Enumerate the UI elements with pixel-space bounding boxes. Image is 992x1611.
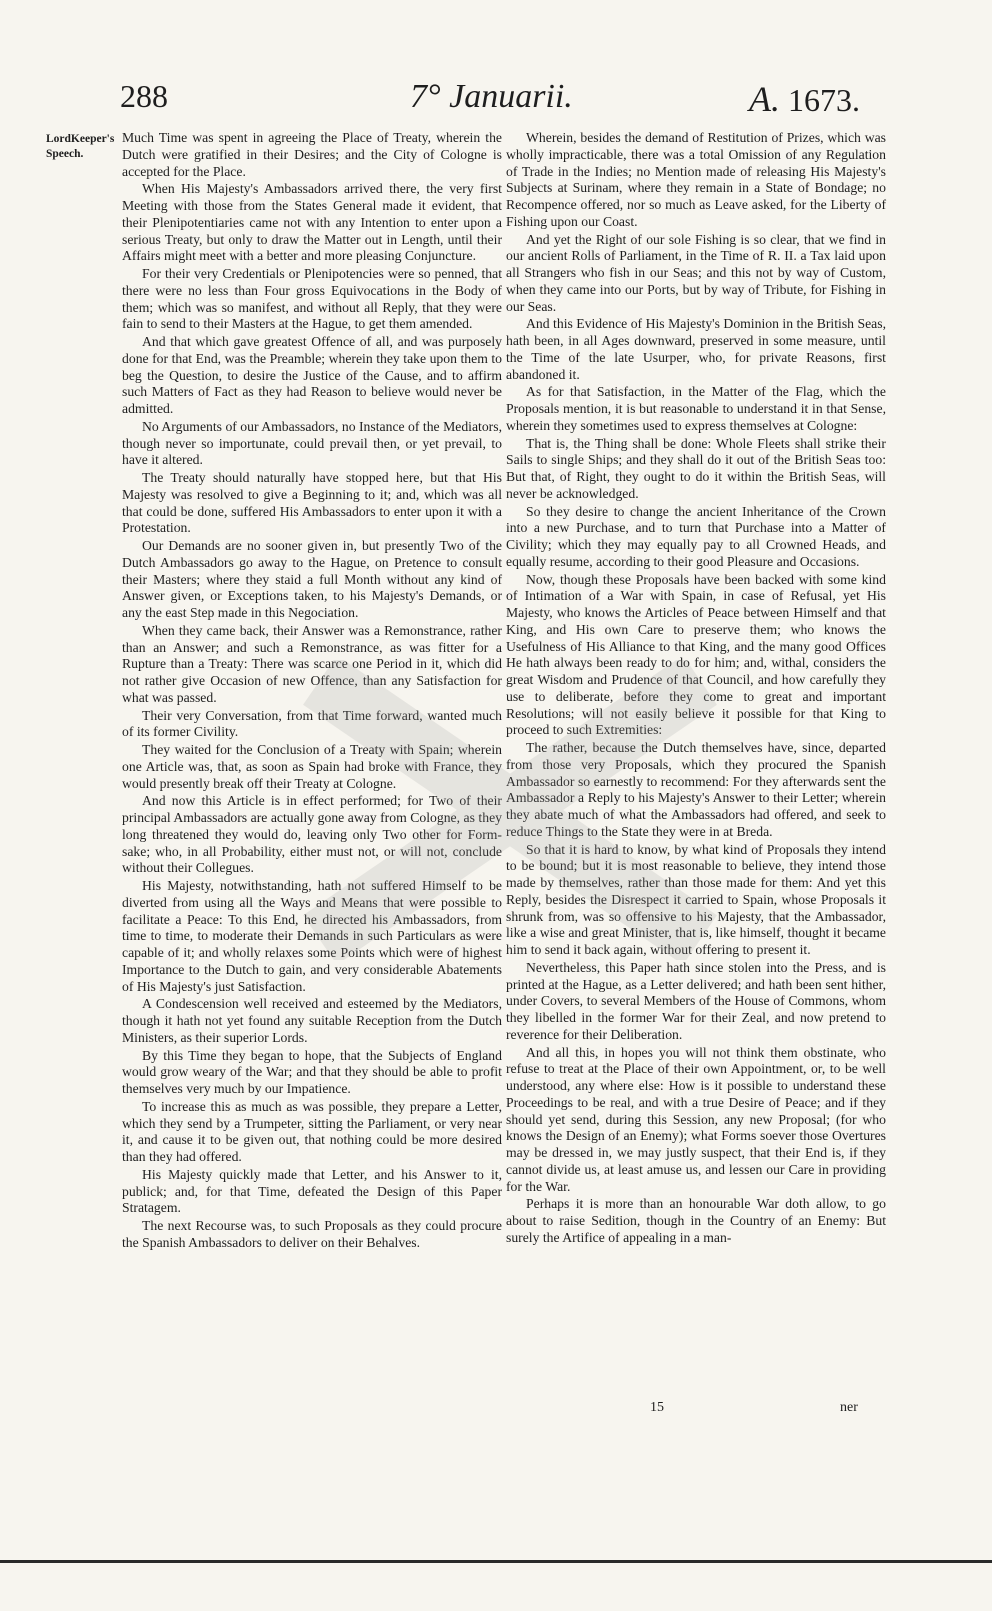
paragraph: His Majesty quickly made that Letter, and his Answer to it, publick; and, for that Time, defeated the Design of this Paper Stratagem. [122,1166,502,1216]
paragraph: Now, though these Proposals have been backed with some kind of Intimation of a War with Spain, in case of Refusal, yet His Majesty, who knows the Articles of Peace between Himself and that King, and His own Care to preserve them; who knows the Usefulness of His Alliance to that King, and the many good Offices He hath always been ready to do for him; and, withal, considers the great Wisdom and Prudence of that Council, and how carefully they use to deliberate, before they come to great and important Resolutions; will not easily believe it possible for that King to proceed to such Extremities: [506,571,886,738]
paragraph: When they came back, their Answer was a Remonstrance, rather than an Answer; and such a Remonstrance, as was fitter for a Rupture than a Treaty: There was scarce one Period in it, which did not rather give Occasion of new Offence, than any Satisfaction for what was passed. [122,622,502,705]
signature-mark: 15 [650,1400,664,1415]
paragraph: The rather, because the Dutch themselves have, since, departed from those very Proposals, which they procured the Spanish Ambassador so earnestly to recommend: For they afterwards sent the Ambassador a Reply to his Majesty's Answer to their Letter; wherein they abate much of what the Ambassadors had offered, and seek to reduce Things to the State they were in at Breda. [506,740,886,839]
right-column [506,130,886,1248]
paragraph: And yet the Right of our sole Fishing is so clear, that we find in our ancient Rolls of Parliament, in the Time of R. II. a Tax laid upon all Strangers who fish in our Seas; and this not by way of Custom, when they came into our Ports, but by way of Tribute, for Fishing in our Seas. [506,231,886,314]
margin-note-line: LordKeeper's [46,133,115,145]
paragraph: A Condescension well received and esteemed by the Mediators, though it hath not yet found any suitable Reception from the Dutch Ministers, as their superior Lords. [122,996,502,1045]
header-date: 7° Januarii. [410,78,573,115]
paragraph: For their very Credentials or Plenipotencies were so penned, that there were no less than Four gross Equivocations in the Body of them; which was so manifest, and without all Reply, that they were fain to send to their Masters at the Hague, to get them amended. [122,266,502,332]
paragraph: The next Recourse was, to such Proposals as they could procure the Spanish Ambassadors to deliver on their Behalves. [122,1218,502,1250]
header-year [749,78,860,120]
margin-note-line: Speech. [46,148,84,160]
year-value: 1673. [788,82,860,118]
paragraph: Our Demands are no sooner given in, but presently Two of the Dutch Ambassadors go away to the Hague, on Pretence to consult their Masters; where they staid a full Month without any kind of Answer given, or Exceptions taken, to his Majesty's Demands, or any the east Step made in this Negociation. [122,538,502,620]
paragraph: To increase this as much as was possible, they prepare a Letter, which they send by a Trumpeter, sitting the Parliament, or very near it, and cause it to be given out, that nothing could be more desired than they had offered. [122,1098,502,1164]
paragraph: Their very Conversation, from that Time forward, wanted much of its former Civility. [122,707,502,740]
paragraph: So they desire to change the ancient Inheritance of the Crown into a new Purchase, and to turn that Purchase into a Matter of Civility; which they may equally pay to all Crowned Heads, and equally resume, according to their good Pleasure and Occasions. [506,503,886,569]
paragraph: And that which gave greatest Offence of all, and was purposely done for that End, was the Preamble; wherein they take upon them to beg the Question, to desire the Justice of the Cause, and to affirm such Matters of Fact as they had Reason to believe would never be admitted. [122,334,502,416]
paragraph: So that it is hard to know, by what kind of Proposals they intend to be bound; but it is most reasonable to believe, they intend those made by themselves, rather than those made for them: And yet this Reply, besides the Disrespect it carried to Spain, whose Proposals it shrunk from, was so offensive to his Majesty, that the Ambassador, like a wise and great Minister, that is, like himself, thought it became him to send it back again, without offering to present it. [506,841,886,957]
margin-note [46,132,118,162]
paragraph: And now this Article is in effect performed; for Two of their principal Ambassadors are actually gone away from Cologne, as they long threatened they would do, leaving only Two other for Form-sake; who, in all Probability, either must not, or will not, conclude without their Collegues. [122,793,502,876]
year-prefix: A. [749,79,780,119]
paragraph: No Arguments of our Ambassadors, no Instance of the Mediators, though never so importunate, could prevail then, or yet prevail, to have it altered. [122,418,502,468]
bottom-rule [0,1560,992,1563]
paragraph: Much Time was spent in agreeing the Place of Treaty, wherein the Dutch were gratified in their Desires; and the City of Cologne is accepted for the Place. [122,130,502,179]
paragraph: They waited for the Conclusion of a Treaty with Spain; wherein one Article was, that, as soon as Spain had broke with France, they would presently break off their Treaty at Cologne. [122,742,502,791]
paragraph: By this Time they began to hope, that the Subjects of England would grow weary of the War; and that they should be able to profit themselves very much by our Impatience. [122,1047,502,1096]
paragraph: And this Evidence of His Majesty's Dominion in the British Seas, hath been, in all Ages downward, preserved in some measure, until the Time of the late Usurper, who, for private Reasons, first abandoned it. [506,316,886,382]
paragraph: Nevertheless, this Paper hath since stolen into the Press, and is printed at the Hague, as a Letter delivered; and hath been sent hither, under Covers, to several Members of the House of Commons, whom they libelled in the former War for their Zeal, and now pretend to reverence for their Deliberation. [506,959,886,1042]
paragraph: When His Majesty's Ambassadors arrived there, the very first Meeting with those from the States General made it evident, that their Plenipotentiaries came not with any Intention to enter upon a serious Treaty, but only to draw the Matter out in Length, until their Affairs might meet with a better and more pleasing Conjuncture. [122,181,502,264]
paragraph: Wherein, besides the demand of Restitution of Prizes, which was wholly impracticable, there was a total Omission of any Regulation of Trade in the Indies; no Mention made of releasing His Majesty's Subjects at Surinam, where they remain in a State of Bondage; no Recompence offered, nor so much as Leave asked, for the Liberty of Fishing upon our Coast. [506,130,886,229]
catchword: ner [840,1400,858,1415]
paragraph: That is, the Thing shall be done: Whole Fleets shall strike their Sails to single Ships; and they shall do it out of the British Seas too: But that, of Right, they ought to do it within the British Seas, will never be acknowledged. [506,435,886,501]
page-header [120,78,860,124]
paragraph: As for that Satisfaction, in the Matter of the Flag, which the Proposals mention, it is but reasonable to understand it in that Sense, wherein they sometimes used to express themselves at Cologne: [506,384,886,433]
paragraph: And all this, in hopes you will not think them obstinate, who refuse to treat at the Place of their own Appointment, or, to be well understood, any where else: How is it possible to understand these Proceedings to be real, and with a true Desire of Peace; and if they should yet send, during this Session, any new Proposal; (for who knows the Design of an Enemy); what Forms soever those Overtures may be dressed in, we may justly suspect, that their End is, if they cannot divide us, at least amuse us, and lessen our Care in providing for the War. [506,1044,886,1194]
paragraph: His Majesty, notwithstanding, hath not suffered Himself to be diverted from using all the Ways and Means that were possible to facilitate a Peace: To this End, he directed his Ambassadors, from time to time, to moderate their Demands in such Particulars as were capable of it; and wholly relaxes some Points which were of highest Importance to the Dutch to gain, and very considerable Abatements of His Majesty's just Satisfaction. [122,878,502,994]
paragraph: Perhaps it is more than an honourable War doth allow, to go about to raise Sedition, though in the Country of an Enemy: But surely the Artifice of appealing in a man- [506,1196,886,1245]
left-column [122,130,502,1252]
page-number: 288 [120,78,168,114]
paragraph: The Treaty should naturally have stopped here, but that His Majesty was resolved to give a Beginning to it; and, which was all that could be done, suffered His Ambassadors to enter upon it with a Protestation. [122,470,502,536]
